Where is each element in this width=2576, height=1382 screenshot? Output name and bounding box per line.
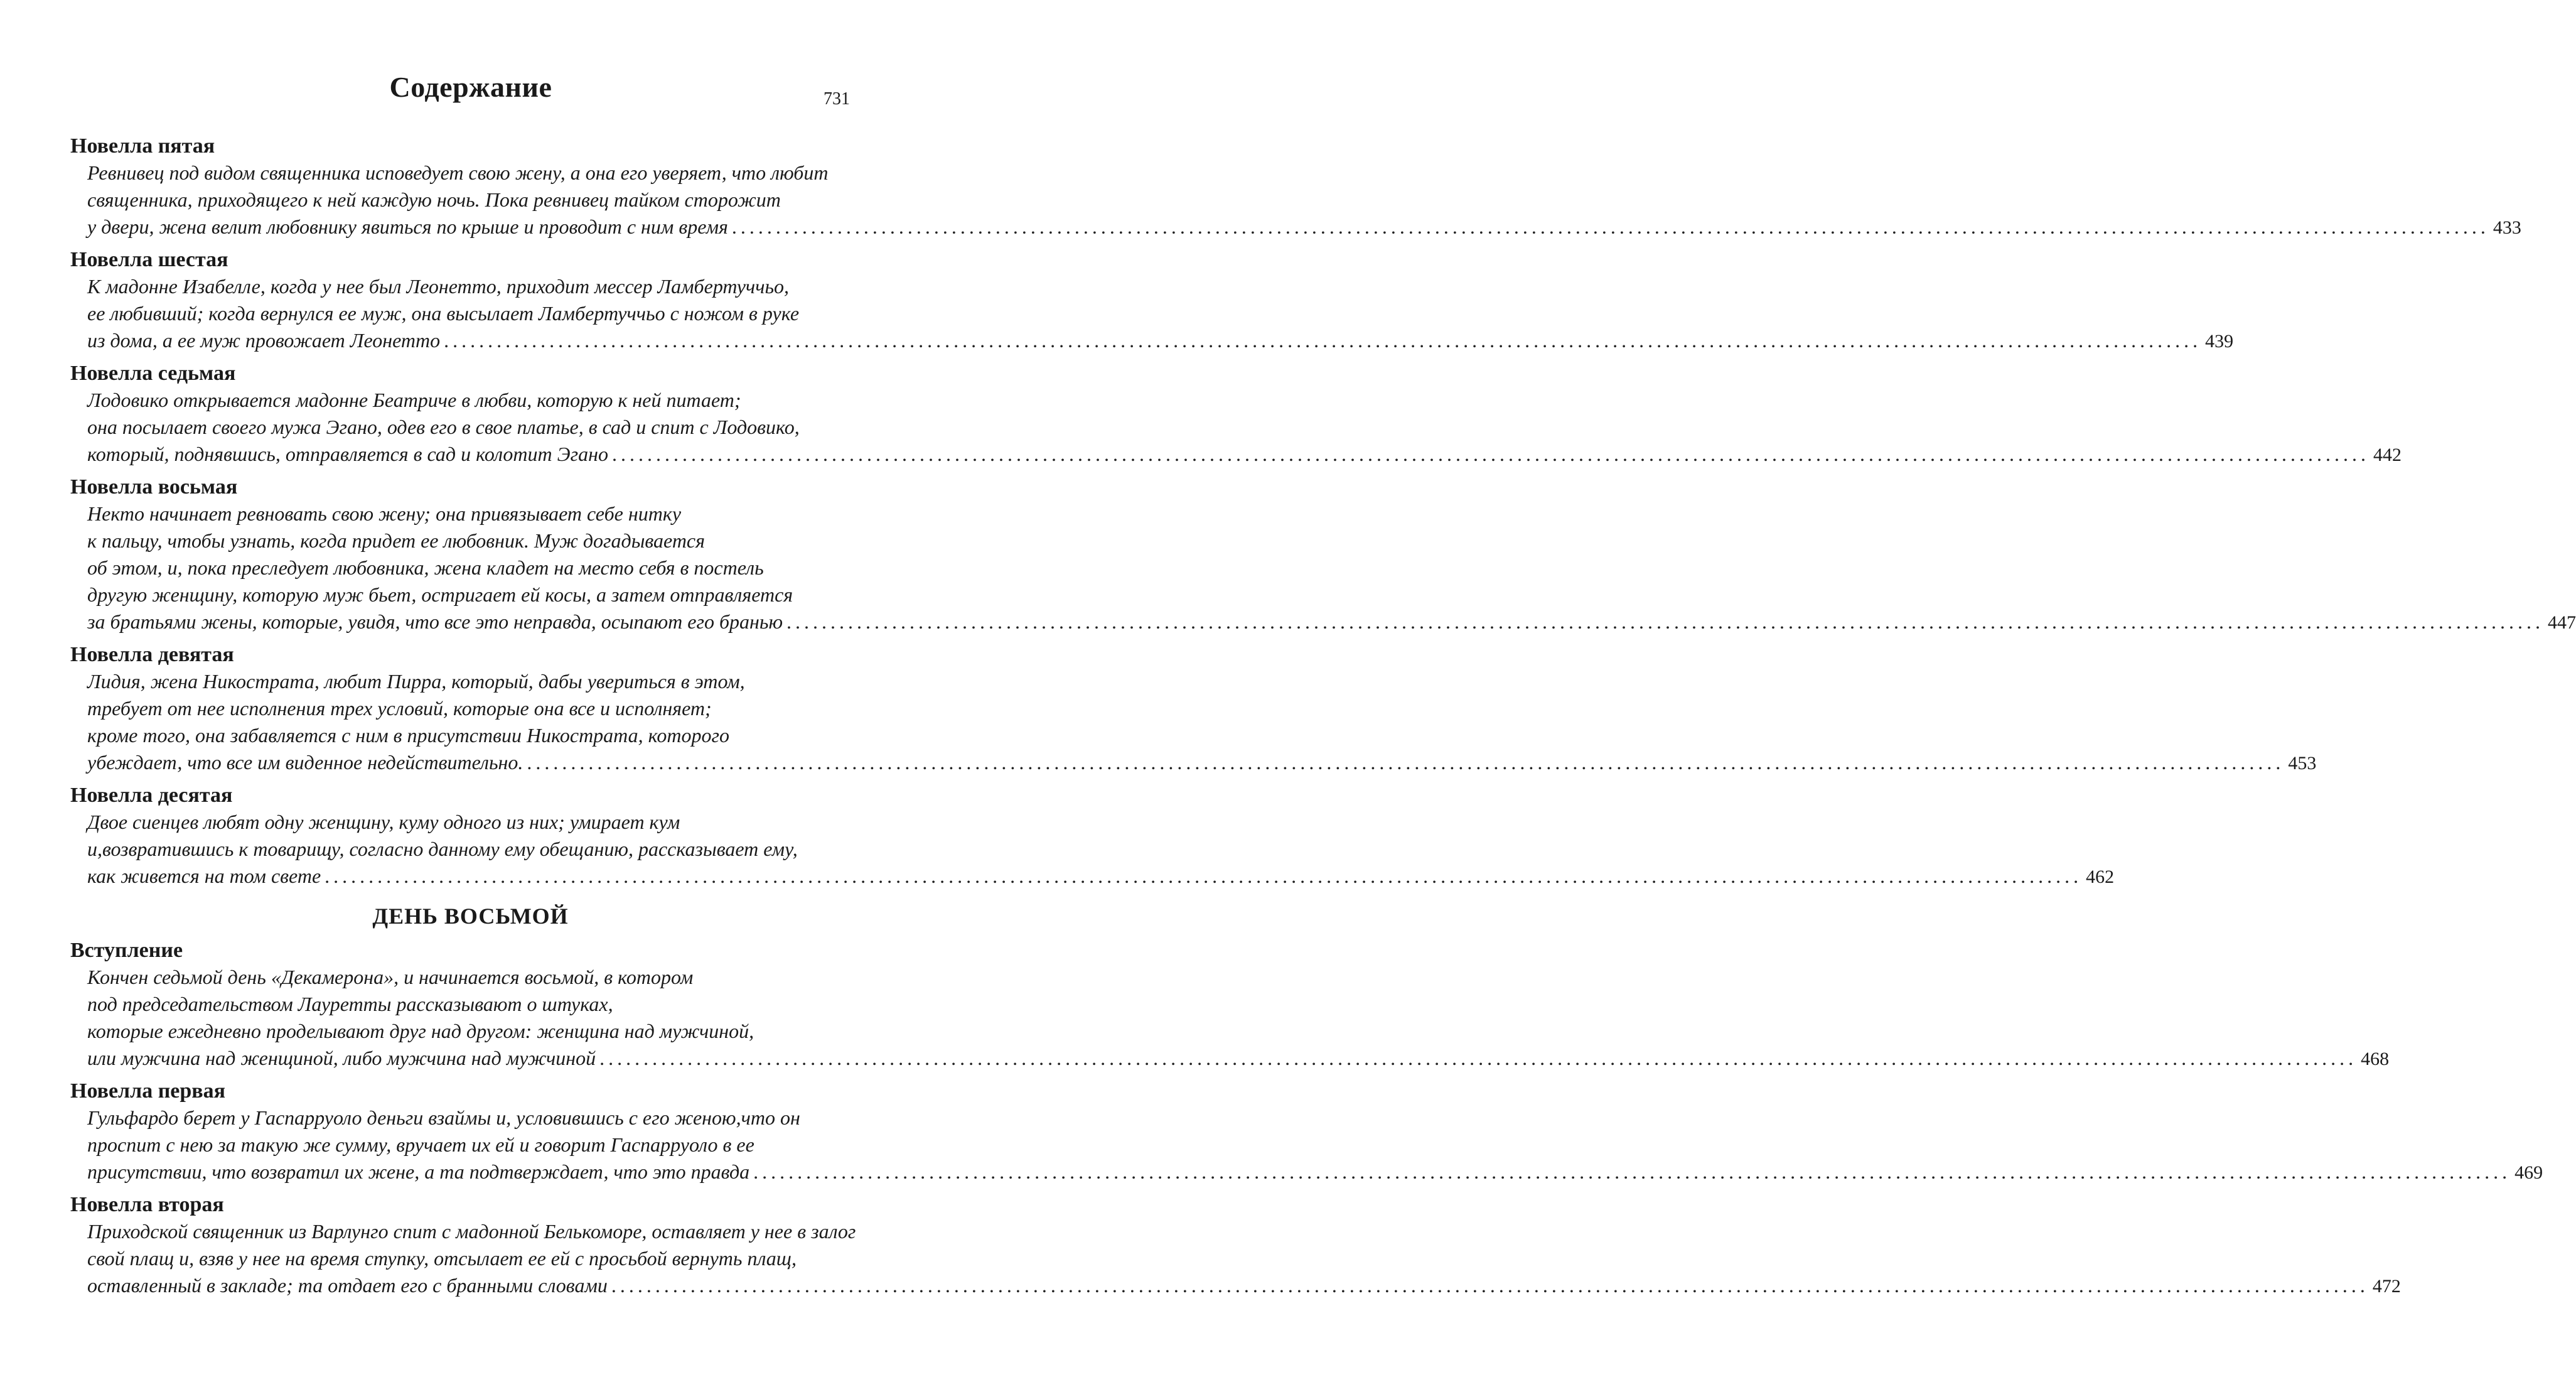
description-line: она посылает своего мужа Эгано, одев его в свое платье, в сад и спит с Лодовико, bbox=[87, 416, 800, 438]
description-line bbox=[87, 1158, 2543, 1185]
entry-title: Новелла девятая bbox=[70, 643, 234, 666]
description-line bbox=[87, 1272, 2401, 1299]
entry-description bbox=[70, 500, 2576, 635]
description-line: священника, приходящего к ней каждую ночь. Пока ревнивец тайком сторожит bbox=[87, 188, 781, 211]
dot-leader: ........................................................................................................................................................................................................ bbox=[444, 329, 2202, 352]
description-line bbox=[87, 608, 2576, 635]
description-line: Некто начинает ревновать свою жену; она привязывает себе нитку bbox=[87, 502, 682, 525]
entry-title: Новелла седьмая bbox=[70, 362, 236, 385]
entry-page-number: 469 bbox=[2514, 1162, 2543, 1183]
description-line bbox=[87, 327, 2234, 354]
toc-entry bbox=[70, 1078, 2543, 1192]
description-line: К мадонне Изабелле, когда у нее был Леонетто, приходит мессер Ламбертуччьо, bbox=[87, 275, 790, 298]
description-text: за братьями жены, которые, увидя, что все это неправда, осыпают его бранью bbox=[87, 610, 783, 633]
entry-page-number: 468 bbox=[2361, 1049, 2390, 1069]
description-line: и,возвратившись к товарищу, согласно данному ему обещанию, рассказывает ему, bbox=[87, 838, 798, 860]
page-title: Содержание bbox=[389, 71, 552, 103]
description-text: который, поднявшись, отправляется в сад и колотит Эгано bbox=[87, 443, 608, 465]
entry-title: Вступление bbox=[70, 939, 183, 962]
toc-entry bbox=[70, 360, 2402, 474]
description-line: Кончен седьмой день «Декамерона», и начинается восьмой, в котором bbox=[87, 966, 694, 988]
description-line: Двое сиенцев любят одну женщину, куму одного из них; умирает кум bbox=[87, 811, 680, 833]
description-line: ее любивший; когда вернулся ее муж, она высылает Ламбертуччьо с ножом в руке bbox=[87, 302, 800, 325]
description-text: как живется на том свете bbox=[87, 865, 321, 887]
description-line: проспит с нею за такую же сумму, вручает их ей и говорит Гаспарруоло в ее bbox=[87, 1133, 754, 1156]
toc-entry bbox=[70, 474, 2576, 642]
entry-page-number: 462 bbox=[2086, 866, 2115, 887]
table-of-contents bbox=[70, 133, 2576, 1305]
toc-entry bbox=[70, 937, 2390, 1078]
entry-title: Новелла пятая bbox=[70, 134, 215, 158]
description-line: Ревнивец под видом священника исповедует свою жену, а она его уверяет, что любит bbox=[87, 161, 829, 184]
description-line: об этом, и, пока преследует любовника, жена кладет на место себя в постель bbox=[87, 556, 764, 579]
dot-leader: ........................................................................................................................................................................................................ bbox=[611, 443, 2369, 465]
toc-entry bbox=[70, 1192, 2401, 1305]
description-line: другую женщину, которую муж бьет, остригает ей косы, а затем отправляется bbox=[87, 583, 793, 606]
description-text: из дома, а ее муж провожает Леонетто bbox=[87, 329, 441, 352]
entry-title: Новелла вторая bbox=[70, 1193, 224, 1216]
description-line bbox=[87, 441, 2402, 468]
entry-description bbox=[70, 809, 2115, 890]
description-line: Лодовико открывается мадонне Беатриче в любви, которую к ней питает; bbox=[87, 389, 741, 411]
entry-description bbox=[70, 273, 2234, 354]
description-line: под председательством Лауретты рассказывают о штуках, bbox=[87, 993, 613, 1015]
dot-leader: ........................................................................................................................................................................................................ bbox=[753, 1160, 2511, 1183]
description-line bbox=[87, 1045, 2390, 1072]
entry-page-number: 453 bbox=[2288, 753, 2317, 774]
entry-page-number: 433 bbox=[2493, 217, 2521, 238]
description-line: Гульфардо берет у Гаспарруоло деньги взаймы и, условившись с его женою,что он bbox=[87, 1106, 800, 1129]
dot-leader: ........................................................................................................................................................................................................ bbox=[325, 865, 2083, 887]
entry-description bbox=[70, 159, 2521, 240]
entry-title: Новелла десятая bbox=[70, 784, 233, 807]
entry-description bbox=[70, 964, 2390, 1072]
page-number: 731 bbox=[824, 89, 850, 109]
entry-description bbox=[70, 1104, 2543, 1185]
description-line: кроме того, она забавляется с ним в присутствии Никострата, которого bbox=[87, 724, 730, 747]
description-line bbox=[87, 863, 2115, 890]
dot-leader: ........................................................................................................................................................................................................ bbox=[731, 215, 2489, 238]
description-text: или мужчина над женщиной, либо мужчина над мужчиной bbox=[87, 1047, 596, 1069]
description-line bbox=[87, 749, 2317, 776]
description-line: Приходской священник из Варлунго спит с мадонной Белькоморе, оставляет у нее в залог bbox=[87, 1220, 856, 1243]
entry-description bbox=[70, 1218, 2401, 1299]
entry-description bbox=[70, 387, 2402, 468]
entry-title: Новелла восьмая bbox=[70, 475, 238, 499]
entry-description bbox=[70, 668, 2317, 776]
toc-entry bbox=[70, 782, 2115, 896]
entry-page-number: 472 bbox=[2372, 1276, 2401, 1297]
toc-entry bbox=[70, 247, 2234, 360]
toc-entry bbox=[70, 133, 2521, 247]
description-text: у двери, жена велит любовнику явиться по крыше и проводит с ним время bbox=[87, 215, 728, 238]
page-header bbox=[0, 70, 942, 114]
entry-title: Новелла первая bbox=[70, 1079, 226, 1103]
entry-page-number: 447 bbox=[2548, 612, 2576, 633]
description-line: требует от нее исполнения трех условий, которые она все и исполняет; bbox=[87, 697, 712, 720]
entry-page-number: 439 bbox=[2205, 331, 2234, 352]
description-text: убеждает, что все им виденное недействительно. bbox=[87, 751, 523, 774]
dot-leader: ........................................................................................................................................................................................................ bbox=[786, 610, 2545, 633]
description-text: оставленный в закладе; та отдает его с бранными словами bbox=[87, 1274, 608, 1297]
description-line: Лидия, жена Никострата, любит Пирра, который, дабы увериться в этом, bbox=[87, 670, 745, 693]
description-text: присутствии, что возвратил их жене, а та подтверждает, что это правда bbox=[87, 1160, 750, 1183]
description-line: к пальцу, чтобы узнать, когда придет ее любовник. Муж догадывается bbox=[87, 529, 705, 552]
description-line bbox=[87, 213, 2521, 240]
dot-leader: ........................................................................................................................................................................................................ bbox=[599, 1047, 2358, 1069]
dot-leader: ........................................................................................................................................................................................................ bbox=[527, 751, 2285, 774]
dot-leader: ........................................................................................................................................................................................................ bbox=[611, 1274, 2369, 1297]
description-line: которые ежедневно проделывают друг над другом: женщина над мужчиной, bbox=[87, 1020, 754, 1042]
entry-title: Новелла шестая bbox=[70, 248, 228, 271]
entry-page-number: 442 bbox=[2373, 445, 2402, 465]
toc-entry bbox=[70, 642, 2317, 782]
description-line: свой плащ и, взяв у нее на время ступку, отсылает ее ей с просьбой вернуть плащ, bbox=[87, 1247, 797, 1270]
day-heading: ДЕНЬ ВОСЬМОЙ bbox=[372, 904, 569, 929]
